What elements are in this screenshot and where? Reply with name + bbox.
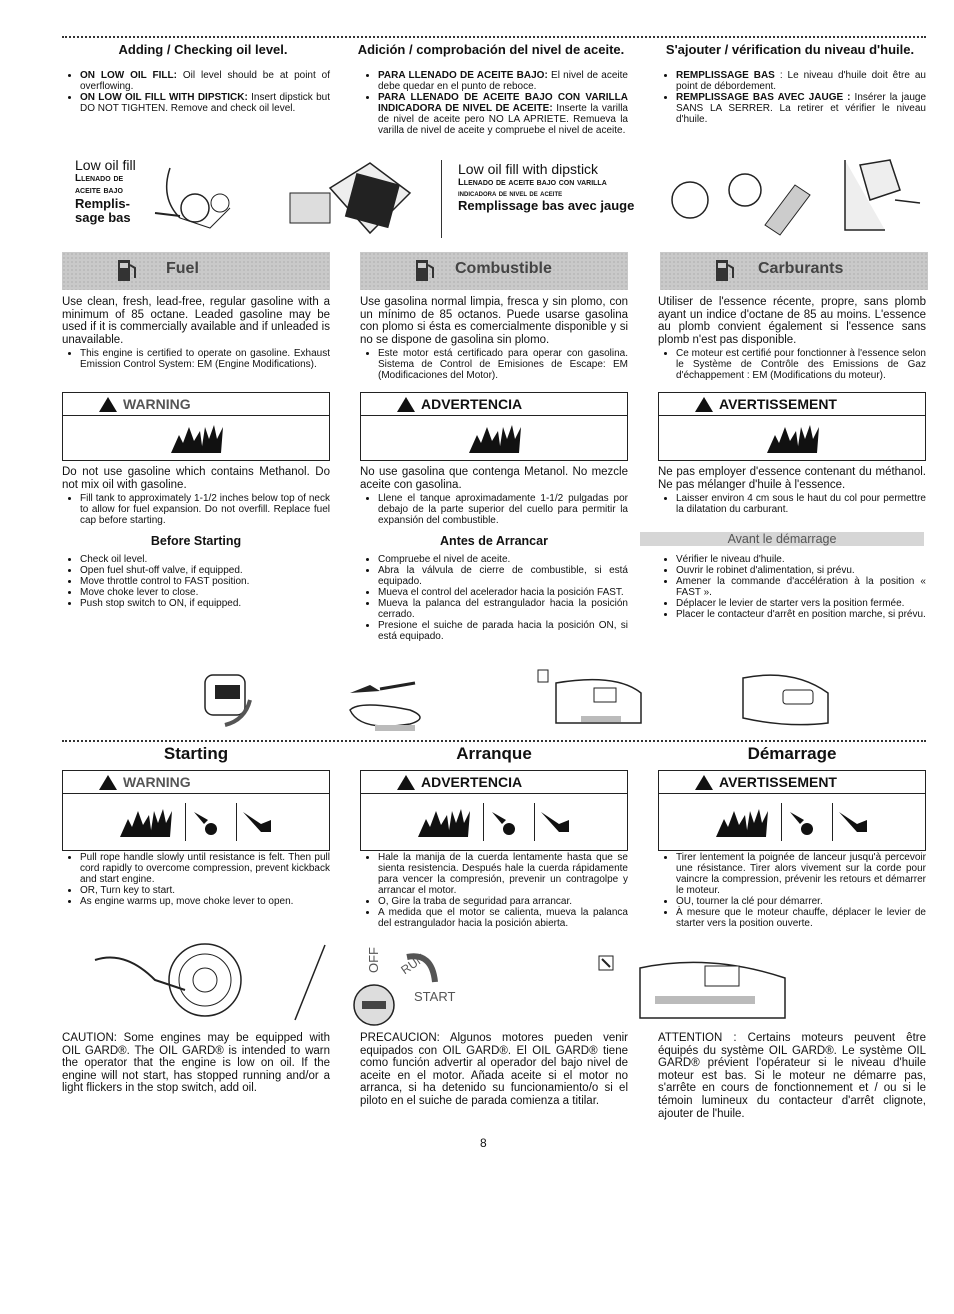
illustration-divider <box>441 160 442 238</box>
kickback-hand-icon <box>538 807 572 837</box>
oil-title-es: Adición / comprobación del nivel de aceite. <box>357 42 625 57</box>
starting-title-fr: Démarrage <box>747 744 837 763</box>
fuel-text-fr: Utiliser de l'essence récente, propre, sans plomb ayant un indice d'octane de 85 au moins. L'essence au plomb convient également si l'essence sans plomb n'est pas disponible. • Ce moteur est certifié pour fonctionner à l'essence selon le Système de Contrôle des Emissions de Gaz d'échappement : EM (Modifications du moteur). <box>658 296 926 381</box>
oil-title-fr: S'ajouter / vérification du niveau d'huile. <box>665 42 915 57</box>
oil-list-es: • PARA LLENADO DE ACEITE BAJO: El nivel de aceite debe quedar en el punto de reboce. • PARA LLENADO DE ACEITE BAJO CON VARILLA INDICADORA DE NIVEL DE ACEITE: Inserte la varilla de nivel de aceite pero NO LA APRIETE. Remueva la varilla de nivel de aceite y compruebe el nivel de aceite. <box>360 68 628 136</box>
warning-box-es: ADVERTENCIA <box>360 392 628 461</box>
top-rule <box>62 36 926 38</box>
kickback-hand-icon <box>240 807 274 837</box>
before-title-es: Antes de Arrancar <box>440 534 548 548</box>
warning-icon <box>99 397 117 412</box>
starting-rule <box>62 740 926 742</box>
rotating-parts-icon <box>191 807 221 837</box>
rotating-parts-icon <box>489 807 519 837</box>
warning-icon <box>99 775 117 790</box>
fuel-valve-illustration <box>195 665 265 737</box>
dipstick-label: Low oil fill with dipstick Llenado de aceite bajo con varilla indicadora de nivel de aceite Remplissage bas avec jauge <box>458 161 635 213</box>
warn1-text-en: Do not use gasoline which contains Methanol. Do not mix oil with gasoline. • Fill tank to approximately 1-1/2 inches below top of neck to allow for fuel expansion. Do not overfill. Replace fuel cap before starting. <box>62 466 330 526</box>
fuel-pump-icon <box>714 257 736 283</box>
starting-list-en: • Pull rope handle slowly until resistance is felt. Then pull cord rapidly to overcome compression, prevent kickback and start engine. • OR, Turn key to start. • As engine warms up, move choke lever to open. <box>62 850 330 907</box>
warning-box-start-en: WARNING <box>62 770 330 851</box>
warning-icon <box>397 775 415 790</box>
recoil-starter-illustration <box>85 940 335 1022</box>
oil-title-en: Adding / Checking oil level. <box>118 42 288 57</box>
caution-text-en: CAUTION: Some engines may be equipped with OIL GARD®. The OIL GARD® is intended to warn the operator that the engine is low on oil. If the engine will not start, has stopped running and/or a light flickers in the stop switch, add oil. <box>62 1032 330 1095</box>
fuel-pump-icon <box>116 257 138 283</box>
warning-box-start-es: ADVERTENCIA <box>360 770 628 851</box>
before-list-en: • Check oil level. • Open fuel shut-off valve, if equipped. • Move throttle control to FAST position. • Move choke lever to close. • Push stop switch to ON, if equipped. <box>62 552 330 609</box>
before-list-fr: • Vérifier le niveau d'huile. • Ouvrir le robinet d'alimentation, si prévu. • Amener la commande d'accélération à la position « FAST ». • Déplacer le levier de starter vers la position fermée. • Placer le contacteur d'arrêt en position marche, si prévu. <box>658 552 926 620</box>
before-title-en: Before Starting <box>150 534 242 548</box>
warn1-text-es: No use gasolina que contenga Metanol. No mezcle aceite con gasolina. • Llene el tanque aproximadamente 1-1/2 pulgadas por debajo de la parte superior del cuello para permitir la expansión del combustible. <box>360 466 628 526</box>
oil-list-fr: • REMPLISSAGE BAS : Le niveau d'huile doit être au point de débordement. • REMPLISSAGE BAS AVEC JAUGE : Insérer la jauge SANS LA SERRER. La retirer et vérifier le niveau d'huile. <box>658 68 926 125</box>
kickback-hand-icon <box>836 807 870 837</box>
warning-icon <box>695 397 713 412</box>
fire-explosion-icon <box>464 421 524 455</box>
dipstick-illustration <box>655 155 925 245</box>
fire-explosion-icon <box>115 805 175 839</box>
starting-list-es: • Hale la manija de la cuerda lentamente hasta que se sienta resistencia. Después hale la cuerda rápidamente para vencer la compresión, prevenir un contragolpe y arrancar el motor. • O, Gire la traba de seguridad para arrancar. • A medida que el motor se calienta, mueva la palanca del estrangulador hacia la posición abierta. <box>360 850 628 929</box>
starting-title-en: Starting <box>163 744 229 763</box>
page-number: 8 <box>480 1136 487 1150</box>
fuel-pump-icon <box>414 257 436 283</box>
before-list-es: • Compruebe el nivel de aceite. • Abra la válvula de cierre de combustible, si está equipado. • Mueva el control del acelerador hacia la posición FAST. • Mueva la palanca del estrangulador hacia la posición cerrado. • Presione el suiche de parada hacia la posición ON, si está equipado. <box>360 552 628 642</box>
stop-switch-illustration <box>738 668 838 730</box>
oil-gard-switch-illustration <box>635 948 790 1030</box>
fuel-band-en: Fuel <box>62 252 330 290</box>
oil-gard-indicator-icon <box>598 955 616 973</box>
oil-fill-illustration <box>150 158 440 248</box>
fuel-text-es: Use gasolina normal limpia, fresca y sin plomo, con un mínimo de 85 octanos. Puede usarse gasolina con plomo si ésta es comercialmente disponible y si no se dispone de gasolina sin plomo. • Este motor está certificado para operar con gasolina. Sistema de Control de Emisiones de Escape: EM (Modificaciones del Motor). <box>360 296 628 381</box>
low-oil-label: Low oil fill Llenado de aceite bajo Remplis- sage bas <box>75 157 136 225</box>
fuel-text-en: Use clean, fresh, lead-free, regular gasoline with a minimum of 85 octane. Leaded gasoline may be used if it is commercially available and if unleaded is unavailable. • This engine is certified to operate on gasoline. Exhaust Emission Control System: EM (Engine Modifications). <box>62 296 330 370</box>
fuel-band-fr: Carburants <box>660 252 928 290</box>
warning-box-start-fr: AVERTISSEMENT <box>658 770 926 851</box>
before-title-fr: Avant le démarrage <box>640 532 924 546</box>
caution-text-fr: ATTENTION : Certains moteurs peuvent être équipés du système OIL GARD®. Le système OIL GARD® prévient l'opérateur si le niveau d'huile moteur est bas. Si le moteur ne démarre pas, s'arrête en cours de fonctionnement et / ou si le témoin lumineux du contacteur d'arrêt clignote, ajouter de l'huile. <box>658 1032 926 1120</box>
fire-explosion-icon <box>166 421 226 455</box>
key-switch-illustration: OFF RUN START <box>352 945 462 1035</box>
warn1-text-fr: Ne pas employer d'essence contenant du méthanol. Ne pas mélanger d'huile à l'essence. • Laisser environ 4 cm sous le haut du col pour permettre la dilatation du carburant. <box>658 466 926 515</box>
warning-icon <box>397 397 415 412</box>
choke-lever-illustration <box>536 668 648 736</box>
rotating-parts-icon <box>787 807 817 837</box>
oil-list-en: • ON LOW OIL FILL: Oil level should be at point of overflowing. • ON LOW OIL FILL WITH DIPSTICK: Insert dipstick but DO NOT TIGHTEN. Remove and check oil level. <box>62 68 330 114</box>
fire-explosion-icon <box>413 805 473 839</box>
caution-text-es: PRECAUCION: Algunos motores pueden venir equipados con OIL GARD®. El OIL GARD® tiene como función advertir al operador del bajo nivel de aceite en el motor. Añada aceite si el motor no arranca, si ha detenido su funcionamiento/o si el piloto en el suiche de parada comienza a titilar. <box>360 1032 628 1107</box>
warning-box-en: WARNING <box>62 392 330 461</box>
throttle-illustration <box>345 665 465 737</box>
warning-box-fr: AVERTISSEMENT <box>658 392 926 461</box>
starting-title-es: Arranque <box>456 744 532 763</box>
warning-icon <box>695 775 713 790</box>
starting-list-fr: • Tirer lentement la poignée de lanceur jusqu'à percevoir une résistance. Tirer alors vivement sur la corde pour vaincre la compression, prévenir les retours et démarrer le moteur. • OU, tourner la clé pour démarrer. • À mesure que le moteur chauffe, déplacer le levier de starter vers la position ouverte. <box>658 850 926 929</box>
fire-explosion-icon <box>711 805 771 839</box>
fire-explosion-icon <box>762 421 822 455</box>
fuel-band-es: Combustible <box>360 252 628 290</box>
